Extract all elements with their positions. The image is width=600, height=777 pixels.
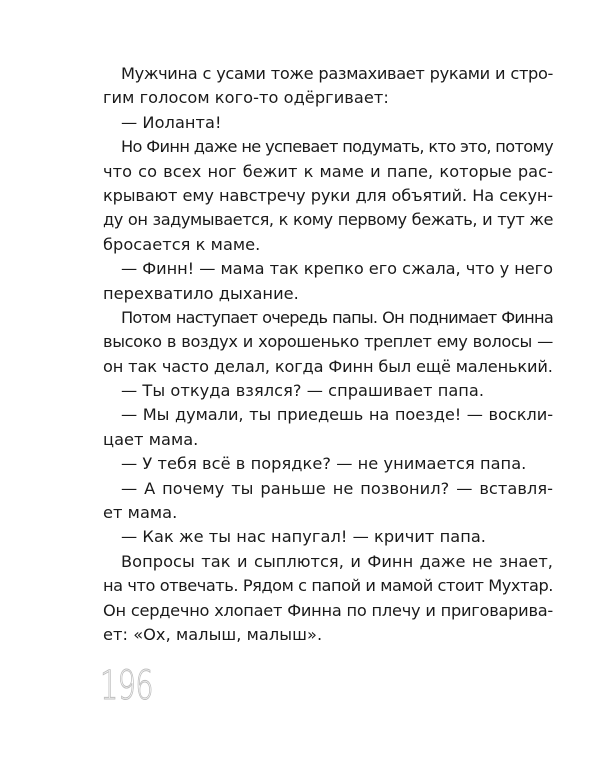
text-line: Мужчина с усами тоже размахивает руками и стро- xyxy=(121,64,553,83)
text-line: Вопросы так и сыплются, и Финн даже не знает, xyxy=(121,551,553,571)
paragraph-8 xyxy=(103,452,553,476)
text-line: перехватило дыхание. xyxy=(103,283,299,303)
paragraph-4 xyxy=(103,257,553,306)
body-text xyxy=(103,62,553,647)
text-line: Он сердечно хлопает Финна по плечу и приговарива- xyxy=(103,600,553,620)
text-line: ет мама. xyxy=(103,503,178,523)
paragraph-5 xyxy=(103,306,553,379)
text-line: Но Финн даже не успевает подумать, кто это, потому xyxy=(121,137,554,157)
text-line: ет: «Ох, малыш, малыш». xyxy=(103,624,323,644)
paragraph-6 xyxy=(103,379,553,403)
text-line: цает мама. xyxy=(103,429,199,449)
text-line: на что отвечать. Рядом с папой и мамой стоит Мухтар. xyxy=(103,576,553,596)
page-number: 196 xyxy=(100,663,153,709)
text-line: он так часто делал, когда Финн был ещё маленький. xyxy=(103,356,553,376)
text-line: — Финн! — мама так крепко его сжала, что у него xyxy=(121,259,553,279)
text-line: — Мы думали, ты приедешь на поезде! — воскли- xyxy=(121,405,553,425)
paragraph-7 xyxy=(103,403,553,452)
text-line: — А почему ты раньше не позвонил? — вставля- xyxy=(121,478,553,498)
text-line: бросается к маме. xyxy=(103,234,261,254)
text-line: ду он задумывается, к кому первому бежать, и тут же xyxy=(103,210,553,230)
text-line: — У тебя всё в порядке? — не унимается папа. xyxy=(121,454,527,474)
text-line: — Иоланта! xyxy=(121,112,222,132)
text-line: — Ты откуда взялся? — спрашивает папа. xyxy=(121,381,485,401)
text-line: Потом наступает очередь папы. Он поднимает Финна xyxy=(121,307,553,327)
text-line: гим голосом кого-то одёргивает: xyxy=(103,88,389,108)
paragraph-11 xyxy=(103,550,553,648)
text-line: высоко в воздух и хорошенько треплет ему волосы — xyxy=(103,332,553,352)
text-line: крывают ему навстречу руки для объятий. На секун- xyxy=(103,185,553,205)
text-line: — Как же ты нас напугал! — кричит папа. xyxy=(121,527,486,547)
paragraph-3 xyxy=(103,135,553,257)
paragraph-9 xyxy=(103,477,553,526)
paragraph-1 xyxy=(103,62,553,111)
paragraph-2 xyxy=(103,111,553,135)
text-line: что со всех ног бежит к маме и папе, которые рас- xyxy=(103,161,553,181)
paragraph-10 xyxy=(103,525,553,549)
